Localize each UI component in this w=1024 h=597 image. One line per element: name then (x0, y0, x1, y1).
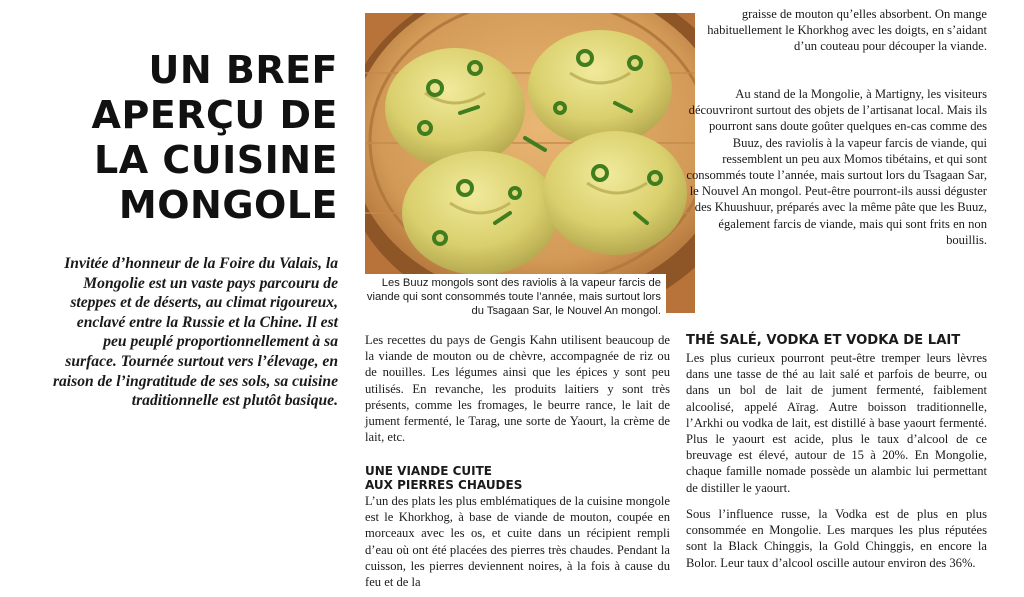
dumplings-photo-illustration (365, 13, 695, 313)
subheading-tea-vodka: THÉ SALÉ, VODKA ET VODKA DE LAIT (686, 333, 961, 348)
headline-line-3: LA CUISINE (93, 138, 338, 182)
body-paragraph-khorkhog-continued: graisse de mouton qu’elles absorbent. On mange habituellement le Khorkhog avec les doigts, en s’aidant d’un couteau pour découper la viande. (707, 7, 987, 54)
headline-line-2: APERÇU DE (91, 93, 338, 137)
subheading-meat-hot-stones (365, 464, 665, 492)
photo-caption: Les Buuz mongols sont des raviolis à la vapeur farcis de viande qui sont consommés toute l’année, mais surtout lors du Tsagaan Sar, le Nouvel An mongol. (362, 274, 666, 318)
body-paragraph-stand: Au stand de la Mongolie, à Martigny, les visiteurs découvriront surtout des objets de l’artisanat local. Mais ils pourront sans doute goûter quelques en-cas comme des Buuz, des raviolis à la vapeur farcis de viande, qui ressemblent un peu aux Momos tibétains, et qui sont consommés toute l’année, mais surtout lors du Tsagaan Sar, le Nouvel An mongol. Peut-être pourront-ils aussi déguster des Khuushuur, préparés avec la même pâte que les Buuz, également farcis de viande, mais qui sont frits en non bouillis. (686, 87, 987, 247)
body-paragraph-tea: Les plus curieux pourront peut-être tremper leurs lèvres dans une tasse de thé au lait salé et parfois de beurre, ou dans un bol de lait de jument fermenté, faiblement alcoolisé, appelé Aïrag. Autre boisson traditionnelle, l’Arkhi ou vodka de lait, est distillé à base yaourt fermenté. Plus le yaourt est acide, plus le taux d’alcool de ce breuvage est élevé, autour de 15 à 20%. En Mongolie, chaque famille nomade possède un alambic lui permettant de distiller le yaourt. (686, 351, 987, 495)
body-paragraph-vodka: Sous l’influence russe, la Vodka est de plus en plus consommée en Mongolie. Les marques les plus réputées sont la Black Chinggis, la Gold Chinggis, en encore la Bolor. Leur taux d’alcool oscille autour environ des 36%. (686, 507, 987, 570)
headline-line-4: MONGOLE (118, 183, 338, 227)
headline (60, 48, 338, 228)
body-paragraph-recipes: Les recettes du pays de Gengis Kahn utilisent beaucoup de la viande de mouton ou de chèvre, accompagnée de riz ou de nouilles. Les légumes ainsi que les épices y sont peu utilisés. En revanche, les produits laitiers y sont très présents, comme les fromages, le beurre rance, le lait de jument fermenté, le Tarag, une sorte de Yaourt, la crème de lait, etc. (365, 333, 670, 445)
subheading-line-2: AUX PIERRES CHAUDES (365, 478, 523, 492)
lead-paragraph: Invitée d’honneur de la Foire du Valais, la Mongolie est un vaste pays parcouru de steppes et de déserts, au climat rigoureux, enclavé entre la Russie et la Chine. Il est peu peuplé proportionnellement à sa surface. Tournée surtout vers l’élevage, en raison de l’ingratitude de ses sols, sa cuisine traditionnelle est plutôt basique. (52, 255, 338, 410)
dumplings-in-steamer-photo (365, 13, 695, 313)
body-paragraph-khorkhog: L’un des plats les plus emblématiques de la cuisine mongole est le Khorkhog, à base de viande de mouton, coupée en morceaux avec les os, et cuite dans un récipient rempli d’eau où ont été placées des pierres très chaudes. Pendant la cuisson, les pierres deviennent noires, à la fois à cause du feu et de la (365, 494, 670, 590)
subheading-line-1: UNE VIANDE CUITE (365, 464, 492, 478)
headline-line-1: UN BREF (148, 48, 338, 92)
